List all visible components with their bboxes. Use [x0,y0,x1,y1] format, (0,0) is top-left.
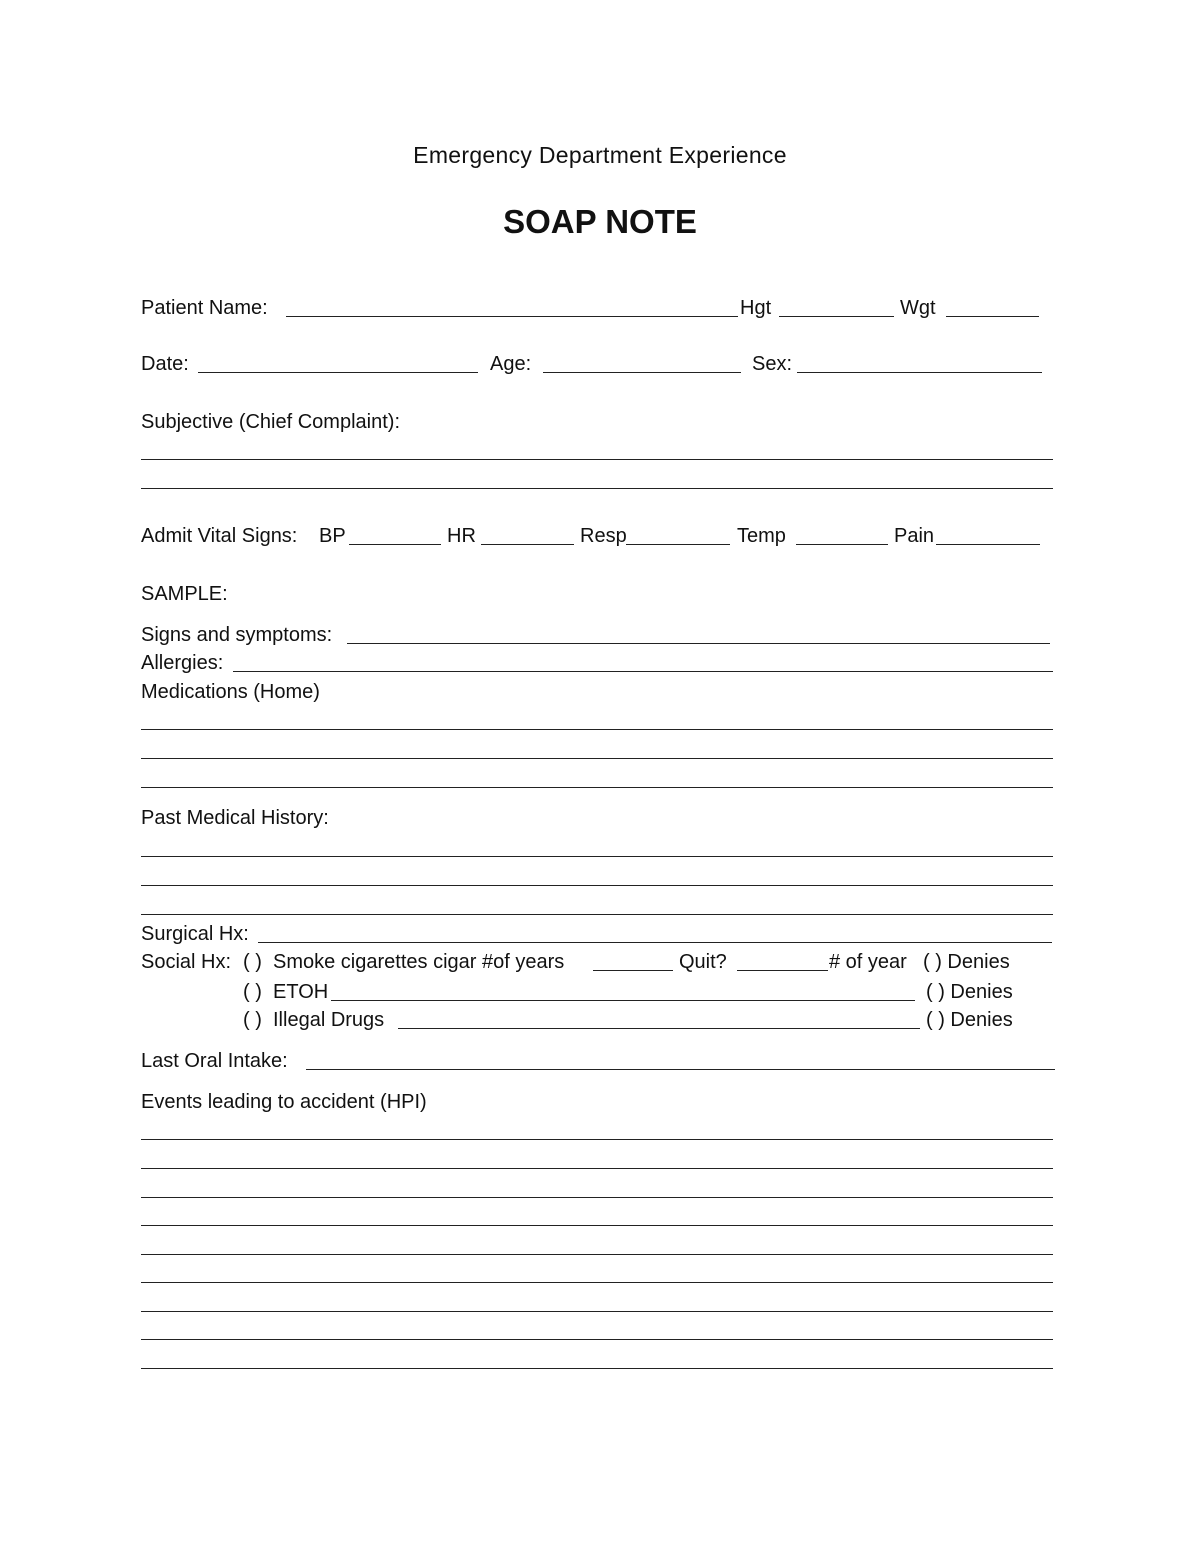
sex-line[interactable] [797,372,1042,373]
sample-label: SAMPLE: [141,583,228,605]
past-medical-history-label: Past Medical History: [141,807,329,829]
resp-label: Resp [580,525,627,547]
form-title: SOAP NOTE [503,203,697,240]
last-oral-intake-label: Last Oral Intake: [141,1050,288,1072]
weight-line[interactable] [946,316,1039,317]
allergies-label: Allergies: [141,652,224,674]
temp-label: Temp [737,525,786,547]
signs-symptoms-line[interactable] [347,643,1050,644]
smoke-years-line[interactable] [593,970,673,971]
surgical-hx-line[interactable] [258,942,1052,943]
allergies-line[interactable] [233,671,1053,672]
subjective-label: Subjective (Chief Complaint): [141,411,400,433]
last-oral-intake-line[interactable] [306,1069,1055,1070]
date-line[interactable] [198,372,478,373]
drugs-denies-checkbox[interactable]: ( ) Denies [926,1009,1013,1031]
temp-line[interactable] [796,544,888,545]
pmh-line[interactable] [141,914,1053,915]
events-line[interactable] [141,1282,1053,1283]
smoke-label: Smoke cigarettes cigar #of years [273,951,565,973]
events-line[interactable] [141,1225,1053,1226]
height-label: Hgt [740,297,772,319]
form-subtitle: Emergency Department Experience [413,142,787,168]
quit-label: Quit? [679,951,727,973]
weight-label: Wgt [900,297,936,319]
etoh-label: ETOH [273,981,329,1003]
patient-name-line[interactable] [286,316,738,317]
events-line[interactable] [141,1254,1053,1255]
smoke-checkbox[interactable]: ( ) [243,951,262,973]
hr-label: HR [447,525,476,547]
patient-name-label: Patient Name: [141,297,268,319]
etoh-denies-checkbox[interactable]: ( ) Denies [926,981,1013,1003]
surgical-hx-label: Surgical Hx: [141,923,249,945]
bp-line[interactable] [349,544,441,545]
height-line[interactable] [779,316,894,317]
subjective-line[interactable] [141,459,1053,460]
medications-line[interactable] [141,787,1053,788]
etoh-line[interactable] [331,1000,915,1001]
vital-signs-label: Admit Vital Signs: [141,525,298,547]
medications-label: Medications (Home) [141,681,320,703]
illegal-drugs-label: Illegal Drugs [273,1009,385,1031]
quit-line[interactable] [737,970,828,971]
pain-line[interactable] [936,544,1040,545]
events-line[interactable] [141,1339,1053,1340]
hr-line[interactable] [481,544,574,545]
signs-symptoms-label: Signs and symptoms: [141,624,333,646]
etoh-checkbox[interactable]: ( ) [243,981,262,1003]
events-line[interactable] [141,1197,1053,1198]
age-label: Age: [490,353,532,375]
resp-line[interactable] [626,544,730,545]
date-label: Date: [141,353,189,375]
drugs-checkbox[interactable]: ( ) [243,1009,262,1031]
medications-line[interactable] [141,758,1053,759]
illegal-drugs-line[interactable] [398,1028,920,1029]
events-line[interactable] [141,1311,1053,1312]
sex-label: Sex: [752,353,793,375]
events-label: Events leading to accident (HPI) [141,1091,427,1113]
pmh-line[interactable] [141,856,1053,857]
smoke-denies-checkbox[interactable]: ( ) Denies [923,951,1010,973]
pmh-line[interactable] [141,885,1053,886]
subjective-line[interactable] [141,488,1053,489]
events-line[interactable] [141,1368,1053,1369]
events-line[interactable] [141,1168,1053,1169]
age-line[interactable] [543,372,741,373]
bp-label: BP [319,525,346,547]
years-quit-label: # of year [829,951,907,973]
medications-line[interactable] [141,729,1053,730]
social-hx-label: Social Hx: [141,951,232,973]
pain-label: Pain [894,525,935,547]
events-line[interactable] [141,1139,1053,1140]
